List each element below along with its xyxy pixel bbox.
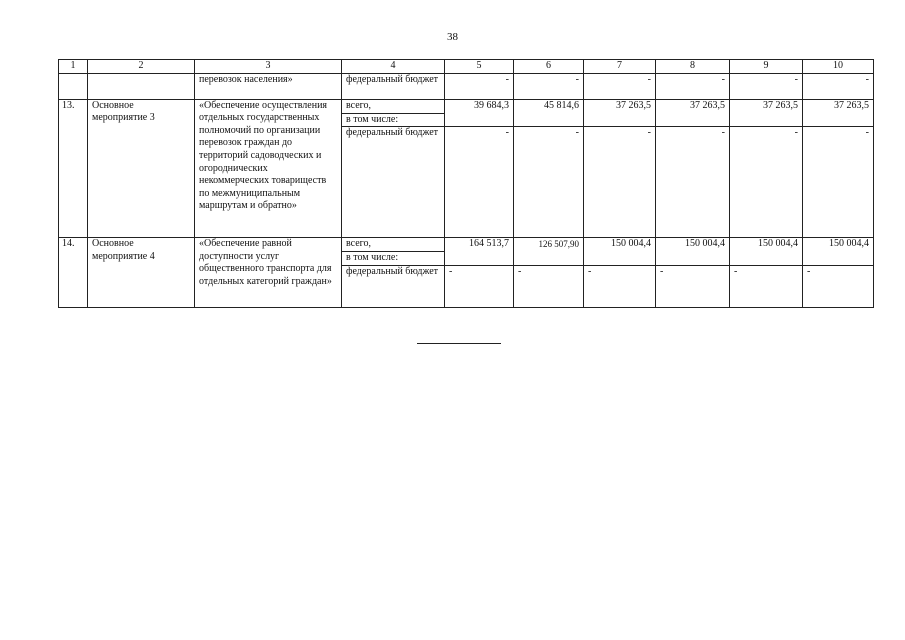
- value-cell: -: [803, 73, 874, 99]
- header-cell: 5: [445, 60, 514, 74]
- row-number: 13.: [59, 99, 88, 238]
- value-cell: -: [584, 127, 656, 238]
- value-cell: -: [445, 266, 514, 308]
- value-cell: 37 263,5: [656, 99, 730, 127]
- value-cell: -: [803, 266, 874, 308]
- header-cell: 1: [59, 60, 88, 74]
- value-cell: 150 004,4: [803, 238, 874, 266]
- value-cell: -: [730, 266, 803, 308]
- value-cell: 164 513,7: [445, 238, 514, 266]
- value-cell: 39 684,3: [445, 99, 514, 127]
- table-row: [59, 238, 874, 252]
- header-cell: 8: [656, 60, 730, 74]
- header-cell: 6: [514, 60, 584, 74]
- budget-table: [58, 59, 874, 308]
- row-number: 14.: [59, 238, 88, 308]
- value-cell: -: [584, 73, 656, 99]
- including-label: в том числе:: [342, 113, 445, 127]
- value-cell: 37 263,5: [730, 99, 803, 127]
- description-cell: «Обеспечение осуществления отдельных государственных полномочий по организации перевозок граждан до территорий садоводческих и огороднических некоммерческих товариществ по межмуниципальным маршрутам и обратно»: [195, 99, 342, 238]
- source-cell: федеральный бюджет: [342, 266, 445, 308]
- source-cell: федеральный бюджет: [342, 73, 445, 99]
- page-number: 38: [447, 31, 458, 43]
- table-row: [59, 99, 874, 113]
- including-label: в том числе:: [342, 252, 445, 266]
- value-cell: 37 263,5: [584, 99, 656, 127]
- value-cell: 150 004,4: [730, 238, 803, 266]
- header-cell: 3: [195, 60, 342, 74]
- value-cell: -: [445, 127, 514, 238]
- source-cell: федеральный бюджет: [342, 127, 445, 238]
- value-cell: 150 004,4: [656, 238, 730, 266]
- header-cell: 10: [803, 60, 874, 74]
- end-divider: [417, 343, 501, 344]
- header-cell: 7: [584, 60, 656, 74]
- value-cell: 45 814,6: [514, 99, 584, 127]
- value-cell: -: [445, 73, 514, 99]
- value-cell: -: [584, 266, 656, 308]
- total-label: всего,: [342, 238, 445, 252]
- header-row: [59, 60, 874, 74]
- value-cell: -: [730, 127, 803, 238]
- value-cell: -: [656, 266, 730, 308]
- table-row: [59, 73, 874, 99]
- header-cell: 9: [730, 60, 803, 74]
- value-cell: -: [514, 127, 584, 238]
- description-cell: перевозок населения»: [195, 73, 342, 99]
- value-cell: -: [514, 266, 584, 308]
- header-cell: 2: [88, 60, 195, 74]
- value-cell: 126 507,90: [514, 238, 584, 266]
- value-cell: 150 004,4: [584, 238, 656, 266]
- activity-name: Основное мероприятие 4: [88, 238, 195, 308]
- activity-name: Основное мероприятие 3: [88, 99, 195, 238]
- value-cell: -: [730, 73, 803, 99]
- value-cell: 37 263,5: [803, 99, 874, 127]
- value-cell: -: [514, 73, 584, 99]
- total-label: всего,: [342, 99, 445, 113]
- description-cell: «Обеспечение равной доступности услуг общественного транспорта для отдельных категорий граждан»: [195, 238, 342, 308]
- value-cell: -: [656, 127, 730, 238]
- header-cell: 4: [342, 60, 445, 74]
- value-cell: -: [803, 127, 874, 238]
- value-cell: -: [656, 73, 730, 99]
